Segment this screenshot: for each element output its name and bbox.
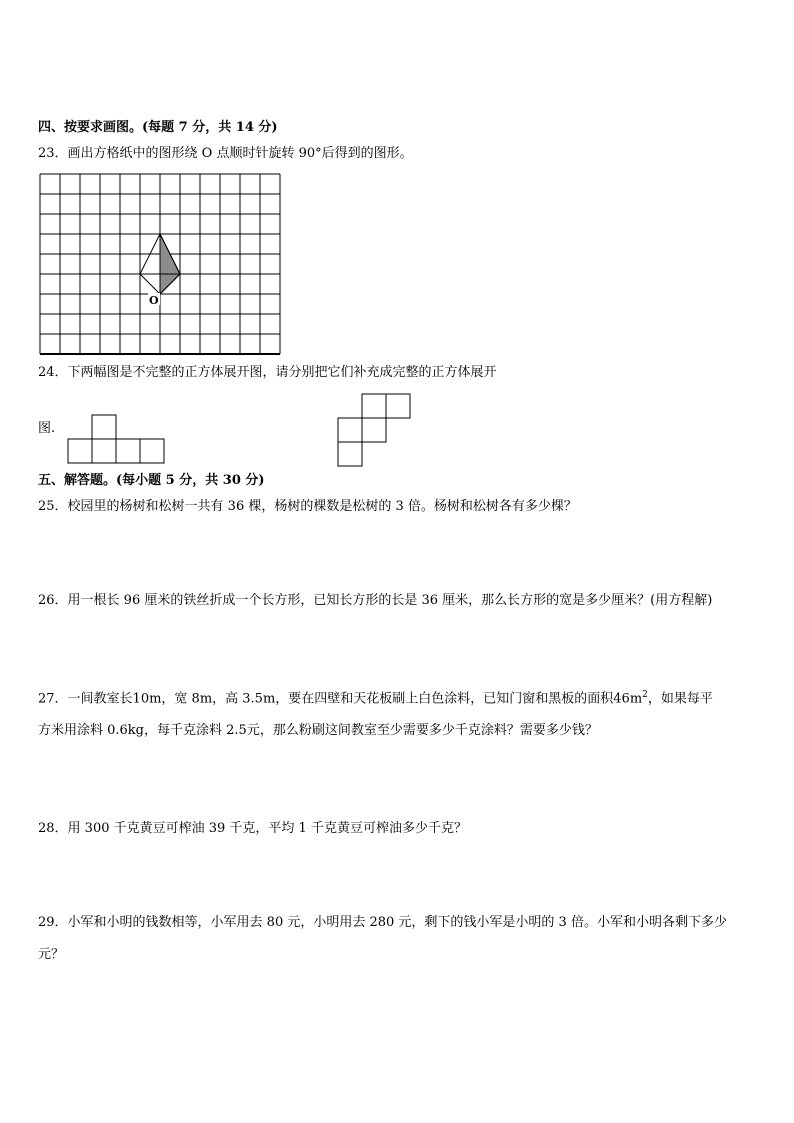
question-29-line-1: 29．小军和小明的钱数相等，小军用去 80 元，小明用去 280 元，剩下的钱小军是小明的 3 倍。小军和小明各剩下多少 <box>38 915 727 930</box>
question-29-line-2: 元？ <box>38 947 65 962</box>
q24-net-right <box>337 393 413 469</box>
question-24-text-cont: 图. <box>38 421 56 436</box>
q23-grid-figure <box>38 172 280 354</box>
area-exponent: 2 <box>642 690 648 700</box>
point-o-label: O <box>149 294 159 307</box>
question-26-text: 26．用一根长 96 厘米的铁丝折成一个长方形，已知长方形的长是 36 厘米，那么长方形的宽是多少厘米？(用方程解) <box>38 593 713 608</box>
question-25-text: 25．校园里的杨树和松树一共有 36 棵，杨树的棵数是松树的 3 倍。杨树和松树各有多少棵？ <box>38 499 577 514</box>
question-27-line-1-end: ，如果每平 <box>647 691 713 707</box>
section-5-heading: 五、解答题。(每小题 5 分，共 30 分) <box>38 473 265 488</box>
section-4-heading: 四、按要求画图。(每题 7 分，共 14 分) <box>38 120 278 135</box>
question-24-text: 24．下两幅图是不完整的正方体展开图，请分别把它们补充成完整的正方体展开 <box>38 365 497 380</box>
question-27-line-1 <box>38 686 713 708</box>
question-28-text: 28．用 300 千克黄豆可榨油 39 千克，平均 1 千克黄豆可榨油多少千克？ <box>38 821 467 836</box>
kite-shaded-half <box>160 234 180 294</box>
question-27-line-2: 方米用涂料 0.6kg，每千克涂料 2.5元，那么粉刷这间教室至少需要多少千克涂料？需要多少钱？ <box>38 723 598 738</box>
question-27-line-1-main: 27．一间教室长10m，宽 8m，高 3.5m，要在四壁和天花板刷上白色涂料，已知门窗和黑板的面积46m <box>38 691 643 707</box>
question-23-text: 23．画出方格纸中的图形绕 O 点顺时针旋转 90°后得到的图形。 <box>38 146 413 161</box>
q24-net-left <box>67 414 167 466</box>
